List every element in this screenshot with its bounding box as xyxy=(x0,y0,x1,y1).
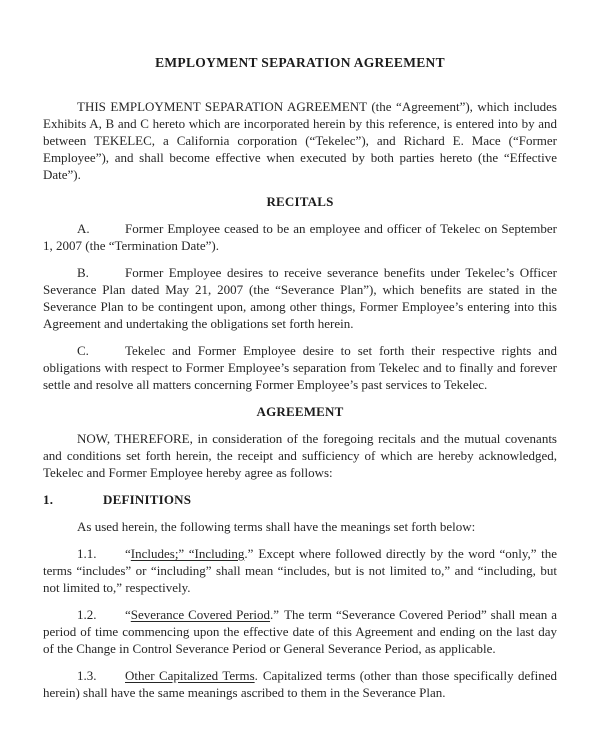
definition-1-1-text: Except where followed directly by the word “only,” the terms “includes” or “including” shall mean “includes, but is not limited to,” and “including, but not limited to,” respectively. xyxy=(43,546,557,595)
recital-b-label: B. xyxy=(77,265,89,280)
definition-1-2-label: 1.2. xyxy=(77,607,97,622)
section-1-number: 1. xyxy=(43,492,54,507)
definition-1-3-text: Capitalized terms (other than those specifically defined herein) shall have the same meanings ascribed to them in the Severance Plan. xyxy=(43,668,557,700)
agreement-intro-paragraph: NOW, THEREFORE, in consideration of the foregoing recitals and the mutual covenants and conditions set forth herein, the receipt and sufficiency of which are hereby acknowledged, Tekelec and Former Employee hereby agree as follows: xyxy=(43,431,557,480)
definition-1-3 xyxy=(43,667,557,701)
definitions-lead-paragraph: As used herein, the following terms shall have the meanings set forth below: xyxy=(77,519,476,534)
recital-c xyxy=(43,342,557,393)
recital-c-text: Tekelec and Former Employee desire to set forth their respective rights and obligations with respect to Former Employee’s separation from Tekelec and to finally and forever settle and resolve all matters concerning Former Employee’s past services to Tekelec. xyxy=(43,343,557,392)
agreement-heading: AGREEMENT xyxy=(256,404,344,419)
recital-a-label: A. xyxy=(77,221,90,236)
definition-1-1-term-close: .” xyxy=(244,546,254,561)
section-1-heading xyxy=(43,491,557,508)
definition-1-3-term: Other Capitalized Terms xyxy=(125,668,255,683)
recital-c-label: C. xyxy=(77,343,89,358)
recital-b xyxy=(43,264,557,332)
definition-1-1-term-open-quote: “ xyxy=(125,546,131,561)
definition-1-1-label: 1.1. xyxy=(77,546,97,561)
recitals-heading: RECITALS xyxy=(266,194,334,209)
recital-a-text: Former Employee ceased to be an employee and officer of Tekelec on September 1, 2007 (the “Termination Date”). xyxy=(43,221,557,253)
definition-1-2-term: Severance Covered Period xyxy=(130,607,271,622)
definition-1-2-term-close: .” xyxy=(270,607,280,622)
definition-1-2-term-open-quote: “ xyxy=(125,607,131,622)
definition-1-1 xyxy=(43,545,557,596)
definition-1-2-text: The term “Severance Covered Period” shall mean a period of time commencing upon the effective date of this Agreement and ending on the last day of the Change in Control Severance Period or General Severance Period, as applicable. xyxy=(43,607,557,656)
definition-1-3-term-close: . xyxy=(254,668,258,683)
intro-paragraph: THIS EMPLOYMENT SEPARATION AGREEMENT (the “Agreement”), which includes Exhibits A, B and C hereto which are incorporated herein by this reference, is entered into by and between TEKELEC, a California corporation (“Tekelec”), and Richard E. Mace (“Former Employee”), and shall become effective when executed by both parties hereto (the “Effective Date”). xyxy=(43,99,557,182)
definition-1-1-term: Includes;” “Including xyxy=(130,546,245,561)
definition-1-3-label: 1.3. xyxy=(77,668,97,683)
recital-a xyxy=(43,220,557,254)
document-title: EMPLOYMENT SEPARATION AGREEMENT xyxy=(155,55,445,70)
recital-b-text: Former Employee desires to receive severance benefits under Tekelec’s Officer Severance Plan dated May 21, 2007 (the “Severance Plan”), which benefits are stated in the Severance Plan to be contingent upon, among other things, Former Employee’s entering into this Agreement and undertaking the obligations set forth herein. xyxy=(43,265,557,331)
section-1-title: DEFINITIONS xyxy=(103,492,192,507)
definition-1-2 xyxy=(43,606,557,657)
